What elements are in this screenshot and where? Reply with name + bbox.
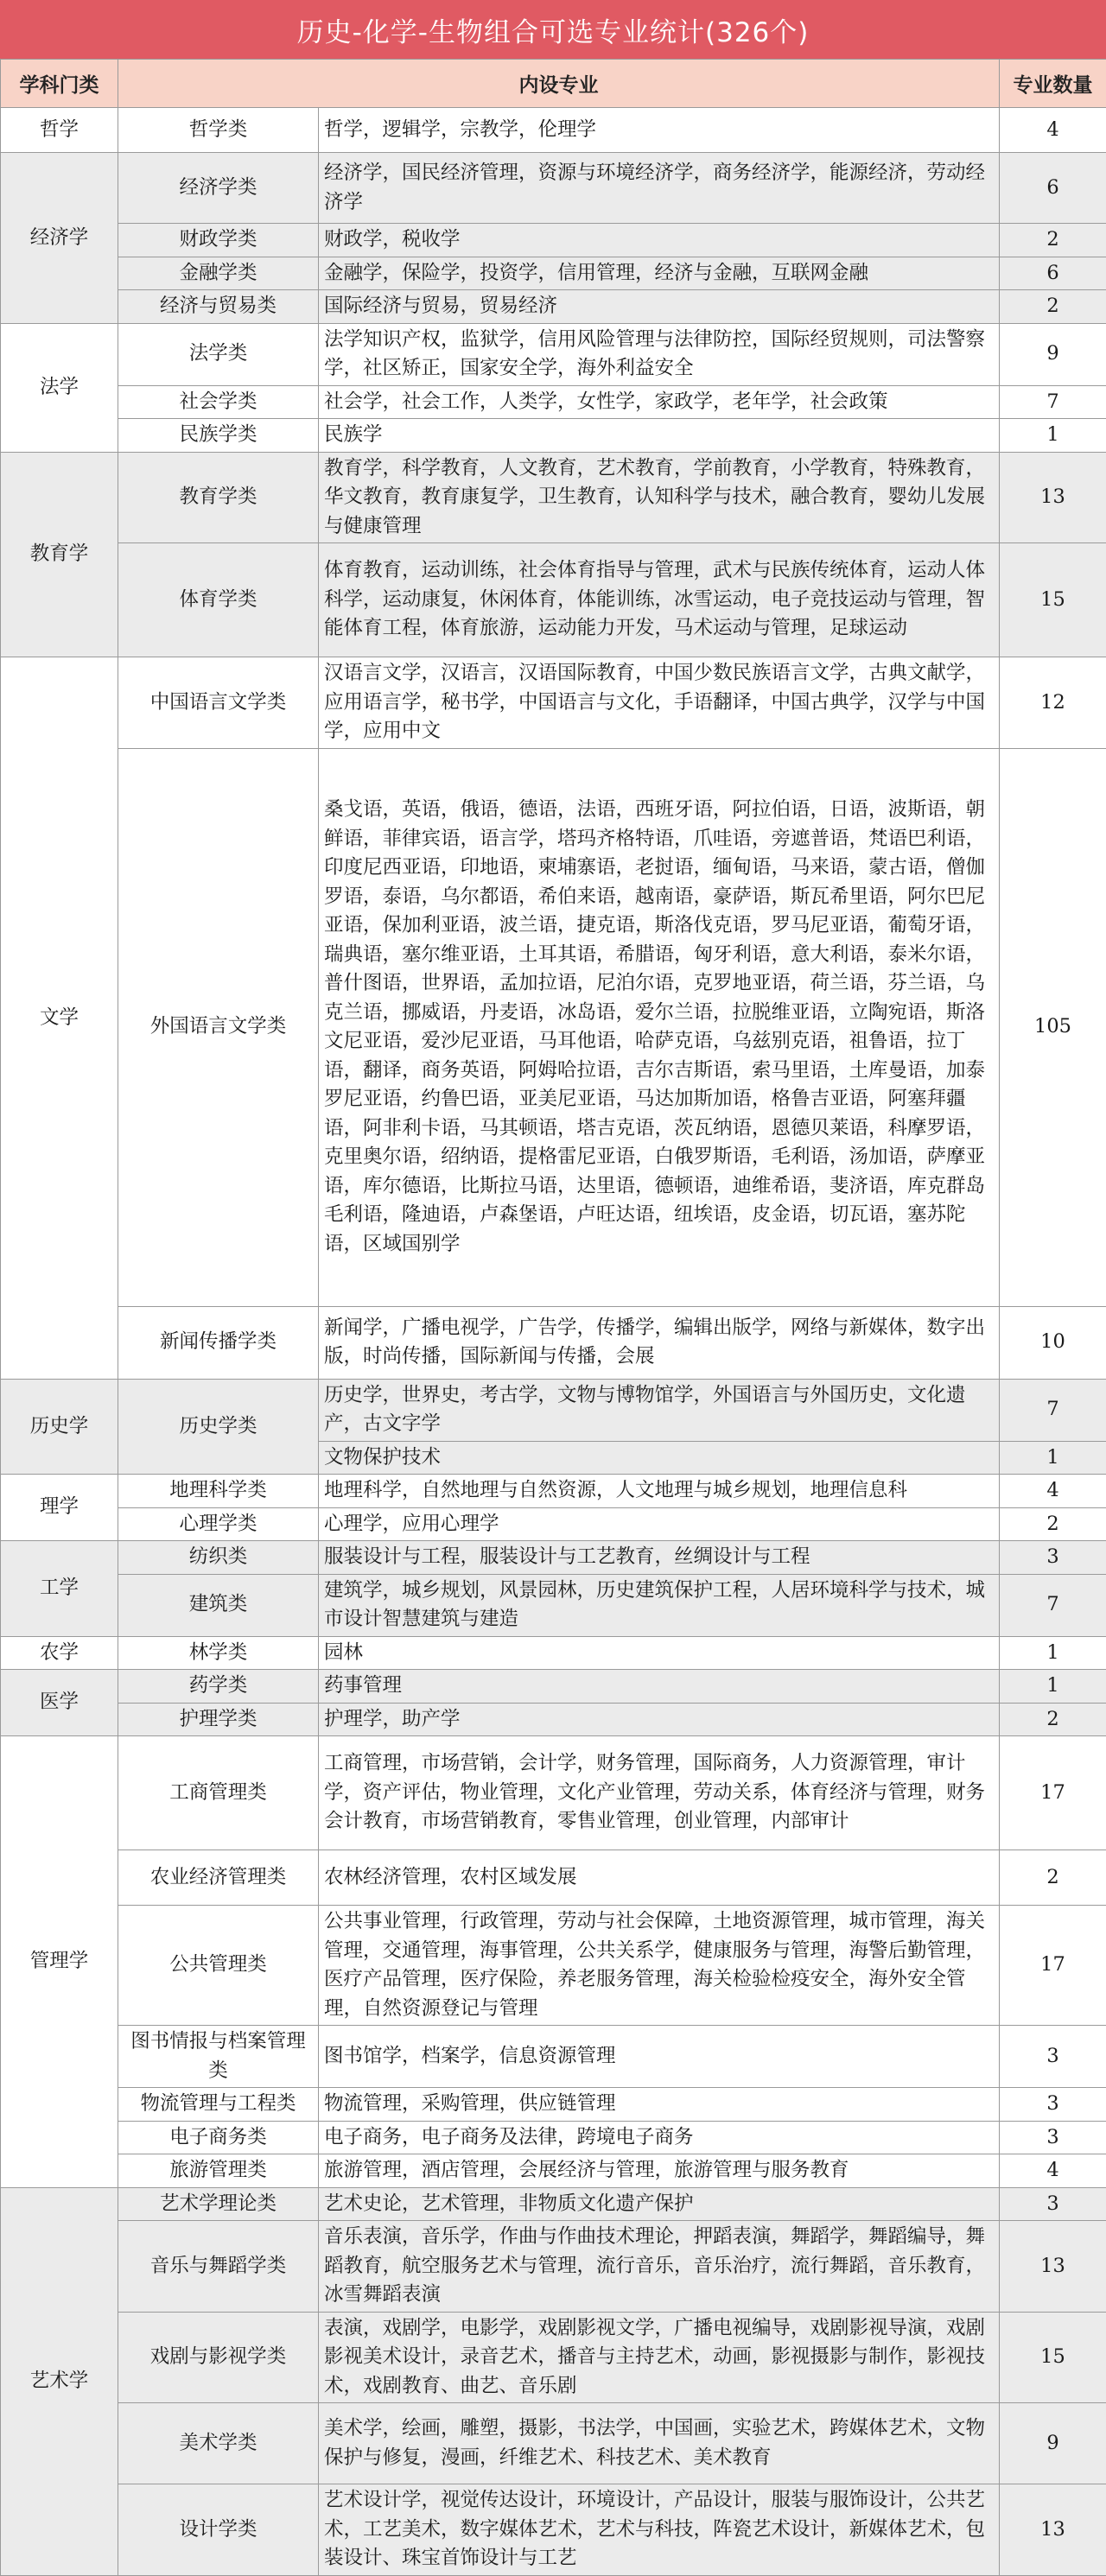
count-cell: 2 — [1000, 290, 1106, 324]
table-row — [1, 153, 1106, 224]
table-row — [1, 2154, 1106, 2188]
subcategory-cell: 药学类 — [118, 1670, 319, 1704]
count-cell: 7 — [1000, 1574, 1106, 1636]
subcategory-cell: 林学类 — [118, 1636, 319, 1670]
table-row — [1, 2312, 1106, 2403]
subcategory-cell: 美术学类 — [118, 2403, 319, 2484]
table-row — [1, 1306, 1106, 1379]
table-row — [1, 657, 1106, 749]
count-cell: 12 — [1000, 657, 1106, 749]
majors-cell: 新闻学，广播电视学，广告学，传播学，编辑出版学，网络与新媒体，数字出版，时尚传播，国际新闻与传播，会展 — [319, 1306, 1000, 1379]
table-row — [1, 1850, 1106, 1906]
subcategory-cell: 体育学类 — [118, 543, 319, 657]
category-cell: 历史学 — [1, 1379, 118, 1475]
count-cell: 3 — [1000, 2088, 1106, 2122]
subcategory-cell: 社会学类 — [118, 385, 319, 419]
majors-cell: 心理学，应用心理学 — [319, 1507, 1000, 1541]
table-body — [1, 108, 1106, 2576]
table-row — [1, 543, 1106, 657]
category-cell: 农学 — [1, 1636, 118, 1670]
table-row — [1, 290, 1106, 324]
subcategory-cell: 电子商务类 — [118, 2121, 319, 2154]
subcategory-cell: 中国语言文学类 — [118, 657, 319, 749]
count-cell: 2 — [1000, 1507, 1106, 1541]
table-row — [1, 257, 1106, 290]
header-count: 专业数量 — [1000, 60, 1106, 108]
count-cell: 7 — [1000, 385, 1106, 419]
count-cell: 9 — [1000, 323, 1106, 385]
table-row — [1, 323, 1106, 385]
count-cell: 15 — [1000, 543, 1106, 657]
subcategory-cell: 戏剧与影视学类 — [118, 2312, 319, 2403]
count-cell: 13 — [1000, 452, 1106, 543]
majors-cell: 民族学 — [319, 419, 1000, 453]
subcategory-cell: 财政学类 — [118, 224, 319, 257]
table-row — [1, 1574, 1106, 1636]
page-title: 历史-化学-生物组合可选专业统计(326个) — [0, 0, 1106, 59]
count-cell: 105 — [1000, 748, 1106, 1306]
count-cell: 2 — [1000, 1850, 1106, 1906]
majors-cell: 工商管理，市场营销，会计学，财务管理，国际商务，人力资源管理，审计学，资产评估，物业管理，文化产业管理，劳动关系，体育经济与管理，财务会计教育，市场营销教育，零售业管理，创业管理，内部审计 — [319, 1736, 1000, 1850]
table-row — [1, 419, 1106, 453]
category-cell: 理学 — [1, 1475, 118, 1541]
majors-table — [0, 59, 1106, 2576]
subcategory-cell: 新闻传播学类 — [118, 1306, 319, 1379]
subcategory-cell: 物流管理与工程类 — [118, 2088, 319, 2122]
table-row — [1, 1736, 1106, 1850]
subcategory-cell: 金融学类 — [118, 257, 319, 290]
count-cell: 13 — [1000, 2484, 1106, 2576]
count-cell: 6 — [1000, 257, 1106, 290]
count-cell: 2 — [1000, 224, 1106, 257]
table-row — [1, 2403, 1106, 2484]
subcategory-cell: 经济与贸易类 — [118, 290, 319, 324]
header-category: 学科门类 — [1, 60, 118, 108]
table-row — [1, 1507, 1106, 1541]
subcategory-cell: 地理科学类 — [118, 1475, 319, 1508]
count-cell: 17 — [1000, 1906, 1106, 2026]
count-cell: 4 — [1000, 2154, 1106, 2188]
majors-cell: 农林经济管理，农村区域发展 — [319, 1850, 1000, 1906]
subcategory-cell: 音乐与舞蹈学类 — [118, 2221, 319, 2313]
header-majors: 内设专业 — [118, 60, 1000, 108]
majors-cell: 服装设计与工程，服装设计与工艺教育，丝绸设计与工程 — [319, 1541, 1000, 1575]
subcategory-cell: 公共管理类 — [118, 1906, 319, 2026]
majors-cell: 金融学，保险学，投资学，信用管理，经济与金融，互联网金融 — [319, 257, 1000, 290]
count-cell: 3 — [1000, 2026, 1106, 2088]
table-row — [1, 2484, 1106, 2576]
subcategory-cell: 民族学类 — [118, 419, 319, 453]
table-row — [1, 1379, 1106, 1441]
category-cell: 艺术学 — [1, 2187, 118, 2575]
subcategory-cell: 护理学类 — [118, 1703, 319, 1736]
majors-cell: 地理科学，自然地理与自然资源，人文地理与城乡规划，地理信息科 — [319, 1475, 1000, 1508]
majors-cell: 社会学，社会工作，人类学，女性学，家政学，老年学，社会政策 — [319, 385, 1000, 419]
table-row — [1, 224, 1106, 257]
majors-cell: 电子商务，电子商务及法律，跨境电子商务 — [319, 2121, 1000, 2154]
count-cell: 10 — [1000, 1306, 1106, 1379]
majors-cell: 文物保护技术 — [319, 1441, 1000, 1475]
category-cell: 法学 — [1, 323, 118, 452]
majors-cell: 美术学，绘画，雕塑，摄影，书法学，中国画，实验艺术，跨媒体艺术，文物保护与修复，漫画，纤维艺术、科技艺术、美术教育 — [319, 2403, 1000, 2484]
majors-cell: 国际经济与贸易，贸易经济 — [319, 290, 1000, 324]
table-row — [1, 2121, 1106, 2154]
category-cell: 经济学 — [1, 153, 118, 324]
count-cell: 9 — [1000, 2403, 1106, 2484]
category-cell: 管理学 — [1, 1736, 118, 2188]
majors-cell: 艺术史论，艺术管理，非物质文化遗产保护 — [319, 2187, 1000, 2221]
subcategory-cell: 艺术学理论类 — [118, 2187, 319, 2221]
majors-cell: 音乐表演，音乐学，作曲与作曲技术理论，押蹈表演，舞蹈学，舞蹈编导，舞蹈教育，航空服务艺术与管理，流行音乐，音乐治疗，流行舞蹈，音乐教育，冰雪舞蹈表演 — [319, 2221, 1000, 2313]
count-cell: 1 — [1000, 1670, 1106, 1704]
count-cell: 1 — [1000, 419, 1106, 453]
majors-cell: 表演，戏剧学，电影学，戏剧影视文学，广播电视编导，戏剧影视导演，戏剧影视美术设计，录音艺术，播音与主持艺术，动画，影视摄影与制作，影视技术，戏剧教育、曲艺、音乐剧 — [319, 2312, 1000, 2403]
majors-cell: 桑戈语，英语，俄语，德语，法语，西班牙语，阿拉伯语，日语，波斯语，朝鲜语，菲律宾语，语言学，塔玛齐格特语，爪哇语，旁遮普语，梵语巴利语，印度尼西亚语，印地语，柬埔寨语，老挝语，缅甸语，马来语，蒙古语，僧伽罗语，泰语，乌尔都语，希伯来语，越南语，豪萨语，斯瓦希里语，阿尔巴尼亚语，保加利亚语，波兰语，捷克语，斯洛伐克语，罗马尼亚语，葡萄牙语，瑞典语，塞尔维亚语，土耳其语，希腊语，匈牙利语，意大利语，泰米尔语，普什图语，世界语，孟加拉语，尼泊尔语，克罗地亚语，荷兰语，芬兰语，乌克兰语，挪威语，丹麦语，冰岛语，爱尔兰语，拉脱维亚语，立陶宛语，斯洛文尼亚语，爱沙尼亚语，马耳他语，哈萨克语，乌兹别克语，祖鲁语，拉丁语，翻译，商务英语，阿姆哈拉语，吉尔吉斯语，索马里语，土库曼语，加泰罗尼亚语，约鲁巴语，亚美尼亚语，马达加斯加语，格鲁吉亚语，阿塞拜疆语，阿非利卡语，马其顿语，塔吉克语，茨瓦纳语，恩德贝莱语，科摩罗语，克里奥尔语，绍纳语，提格雷尼亚语，白俄罗斯语，毛利语，汤加语，萨摩亚语，库尔德语，比斯拉马语，达里语，德顿语，迪维希语，斐济语，库克群岛毛利语，隆迪语，卢森堡语，卢旺达语，纽埃语，皮金语，切瓦语，塞苏陀语，区域国别学 — [319, 748, 1000, 1306]
majors-cell: 体育教育，运动训练，社会体育指导与管理，武术与民族传统体育，运动人体科学，运动康复，休闲体育，体能训练，冰雪运动，电子竞技运动与管理，智能体育工程，体育旅游，运动能力开发，马术运动与管理，足球运动 — [319, 543, 1000, 657]
subcategory-cell: 历史学类 — [118, 1379, 319, 1475]
subcategory-cell: 图书情报与档案管理类 — [118, 2026, 319, 2088]
count-cell: 3 — [1000, 1541, 1106, 1575]
category-cell: 教育学 — [1, 452, 118, 657]
majors-cell: 建筑学，城乡规划，风景园林，历史建筑保护工程，人居环境科学与技术，城市设计智慧建筑与建造 — [319, 1574, 1000, 1636]
count-cell: 2 — [1000, 1703, 1106, 1736]
majors-cell: 汉语言文学，汉语言，汉语国际教育，中国少数民族语言文学，古典文献学，应用语言学，秘书学，中国语言与文化，手语翻译，中国古典学，汉学与中国学，应用中文 — [319, 657, 1000, 749]
table-row — [1, 1906, 1106, 2026]
majors-cell: 教育学，科学教育，人文教育，艺术教育，学前教育，小学教育，特殊教育，华文教育，教育康复学，卫生教育，认知科学与技术，融合教育，婴幼儿发展与健康管理 — [319, 452, 1000, 543]
table-header-row — [1, 60, 1106, 108]
category-cell: 哲学 — [1, 108, 118, 153]
table-row — [1, 1541, 1106, 1575]
count-cell: 4 — [1000, 1475, 1106, 1508]
table-row — [1, 1475, 1106, 1508]
subcategory-cell: 教育学类 — [118, 452, 319, 543]
majors-cell: 园林 — [319, 1636, 1000, 1670]
majors-cell: 物流管理，采购管理，供应链管理 — [319, 2088, 1000, 2122]
table-row — [1, 452, 1106, 543]
majors-cell: 药事管理 — [319, 1670, 1000, 1704]
category-cell: 医学 — [1, 1670, 118, 1736]
subcategory-cell: 设计学类 — [118, 2484, 319, 2576]
majors-cell: 护理学，助产学 — [319, 1703, 1000, 1736]
majors-cell: 公共事业管理，行政管理，劳动与社会保障，土地资源管理，城市管理，海关管理，交通管理，海事管理，公共关系学，健康服务与管理，海警后勤管理，医疗产品管理，医疗保险，养老服务管理，海关检验检疫安全，海外安全管理，自然资源登记与管理 — [319, 1906, 1000, 2026]
majors-cell: 历史学，世界史，考古学，文物与博物馆学，外国语言与外国历史，文化遗产，古文字学 — [319, 1379, 1000, 1441]
table-row — [1, 2187, 1106, 2221]
count-cell: 13 — [1000, 2221, 1106, 2313]
subcategory-cell: 农业经济管理类 — [118, 1850, 319, 1906]
subcategory-cell: 心理学类 — [118, 1507, 319, 1541]
subcategory-cell: 建筑类 — [118, 1574, 319, 1636]
category-cell: 工学 — [1, 1541, 118, 1637]
count-cell: 7 — [1000, 1379, 1106, 1441]
subcategory-cell: 外国语言文学类 — [118, 748, 319, 1306]
count-cell: 1 — [1000, 1441, 1106, 1475]
table-row — [1, 108, 1106, 153]
table-row — [1, 1703, 1106, 1736]
table-row — [1, 1670, 1106, 1704]
count-cell: 3 — [1000, 2121, 1106, 2154]
table-row — [1, 2221, 1106, 2313]
count-cell: 15 — [1000, 2312, 1106, 2403]
count-cell: 4 — [1000, 108, 1106, 153]
table-row — [1, 2088, 1106, 2122]
majors-cell: 旅游管理，酒店管理，会展经济与管理，旅游管理与服务教育 — [319, 2154, 1000, 2188]
subcategory-cell: 经济学类 — [118, 153, 319, 224]
majors-cell: 图书馆学，档案学，信息资源管理 — [319, 2026, 1000, 2088]
table-row — [1, 748, 1106, 1306]
subcategory-cell: 旅游管理类 — [118, 2154, 319, 2188]
count-cell: 3 — [1000, 2187, 1106, 2221]
majors-cell: 哲学，逻辑学，宗教学，伦理学 — [319, 108, 1000, 153]
majors-cell: 财政学，税收学 — [319, 224, 1000, 257]
count-cell: 6 — [1000, 153, 1106, 224]
count-cell: 1 — [1000, 1636, 1106, 1670]
table-row — [1, 2026, 1106, 2088]
subcategory-cell: 工商管理类 — [118, 1736, 319, 1850]
category-cell: 文学 — [1, 657, 118, 1380]
table-row — [1, 385, 1106, 419]
subcategory-cell: 纺织类 — [118, 1541, 319, 1575]
majors-cell: 法学知识产权，监狱学，信用风险管理与法律防控，国际经贸规则，司法警察学，社区矫正，国家安全学，海外利益安全 — [319, 323, 1000, 385]
subcategory-cell: 法学类 — [118, 323, 319, 385]
table-row — [1, 1636, 1106, 1670]
majors-cell: 经济学，国民经济管理，资源与环境经济学，商务经济学，能源经济，劳动经济学 — [319, 153, 1000, 224]
count-cell: 17 — [1000, 1736, 1106, 1850]
subcategory-cell: 哲学类 — [118, 108, 319, 153]
majors-cell: 艺术设计学，视觉传达设计，环境设计，产品设计，服装与服饰设计，公共艺术，工艺美术，数字媒体艺术，艺术与科技，阵瓷艺术设计，新媒体艺术，包装设计、珠宝首饰设计与工艺 — [319, 2484, 1000, 2576]
